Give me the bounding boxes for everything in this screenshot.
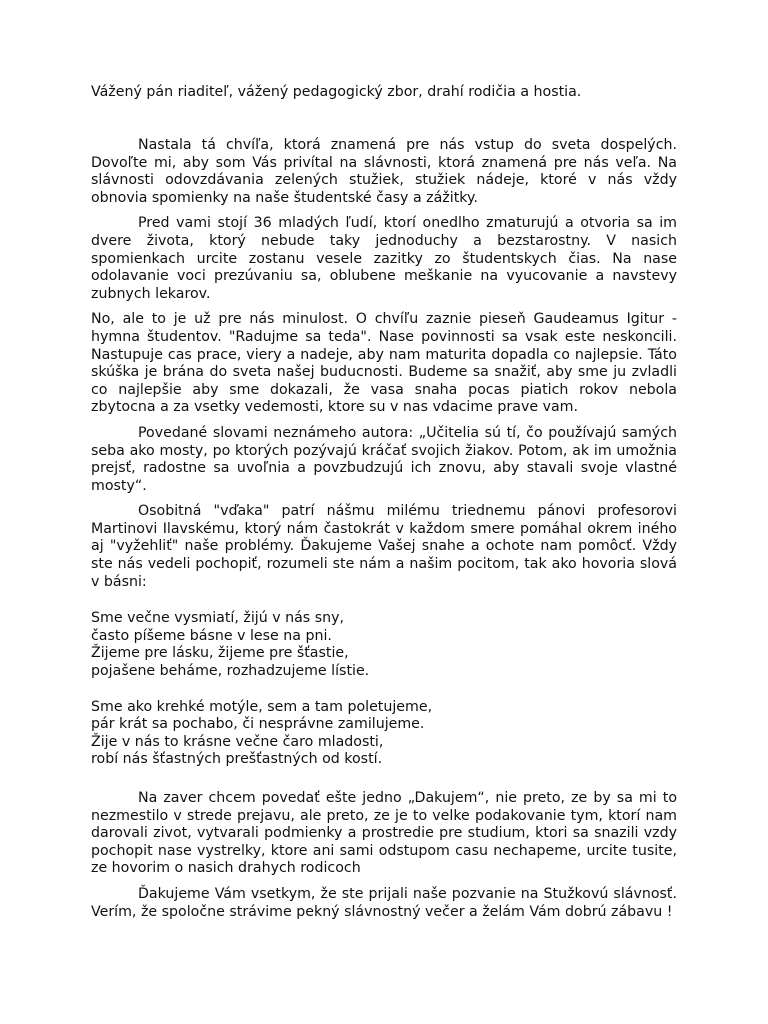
- speech-body: [91, 137, 677, 929]
- poem-line: robí nás šťastných prešťastných od kostí.: [91, 751, 383, 768]
- paragraph-intro: Nastala tá chvíľa, ktorá znamená pre nás vstup do sveta dospelých. Dovoľte mi, aby som Vás privítal na slávnosti, ktorá znamená pre nás veľa. Na slávnosti odovzdávania zelených stužiek, stužiek nádeje, ktoré v nás vždy obnovia spomienky na naše študentské časy a zážitky.: [91, 137, 677, 206]
- poem-line: Žijeme pre lásku, žijeme pre šťastie,: [91, 645, 349, 662]
- poem-line: Sme ako krehké motýle, sem a tam poletujeme,: [91, 698, 433, 715]
- paragraph-students: Pred vami stojí 36 mladých ľudí, ktorí onedlho zmaturujú a otvoria sa im dvere života, ktorý nebude taky jednoduchy a bezstarostny. V nasich spomienkach urcite zostanu vesele zazitky zo študentskych čias. Na nase odolavanie voci prezúvaniu sa, oblubene meškanie na vyucovanie a navstevy zubnych lekarov.: [91, 215, 677, 302]
- poem-line: pojašene beháme, rozhadzujeme lístie.: [91, 663, 370, 680]
- greeting-line: Vážený pán riaditeľ, vážený pedagogický zbor, drahí rodičia a hostia.: [91, 84, 582, 100]
- paragraph-thanks-teacher: Osobitná "vďaka" patrí nášmu milému triednemu pánovi profesorovi Martinovi Ilavskému, ktorý nám častokrát v každom smere pomáhal okrem iného aj "vyžehliť" naše problémy. Ďakujeme Vašej snahe a ochote nam pomôcť. Vždy ste nás vedeli pochopiť, rozumeli ste nám a našim pocitom, tak ako hovoria slová v básni:: [91, 503, 677, 590]
- poem-stanza: [91, 699, 677, 769]
- paragraph-closing: Ďakujeme Vám vsetkym, že ste prijali naše pozvanie na Stužkovú slávnosť. Verím, že spoločne strávime pekný slávnostný večer a želám Vám dobrú zábavu !: [91, 885, 677, 920]
- poem-line: Sme večne vysmiatí, žijú v nás sny,: [91, 610, 344, 627]
- poem: [91, 610, 677, 769]
- poem-line: často píšeme básne v lese na pni.: [91, 627, 332, 644]
- paragraph-quote: Povedané slovami neznámeho autora: „Učitelia sú tí, čo používajú samých seba ako mosty, po ktorých pozývajú kráčať svojich žiakov. Potom, ak im umožnia prejsť, radostne sa uvoľnia a povzbudzujú ich znovu, aby stavali svoje vlastné mosty“.: [91, 424, 677, 494]
- poem-stanza: [91, 610, 677, 680]
- poem-line: pár krát sa pochabo, či nesprávne zamilujeme.: [91, 716, 425, 733]
- poem-line: Žije v nás to krásne večne čaro mladosti,: [91, 733, 384, 750]
- paragraph-thanks-parents: Na zaver chcem povedať ešte jedno „Dakujem“, nie preto, ze by sa mi to nezmestilo v strede prejavu, ale preto, ze je to velke podakovanie tym, ktorí nam darovali zivot, vytvarali podmienky a prostredie pre studium, ktori sa snazili vzdy pochopit nase vystrelky, ktore ani sami odstupom casu nechapeme, urcite tusite, ze hovorim o nasich drahych rodicoch: [91, 790, 677, 877]
- paragraph-past: No, ale to je už pre nás minulost. O chvíľu zaznie pieseň Gaudeamus Igitur - hymna študentov. "Radujme sa teda". Nase povinnosti sa vsak este neskoncili. Nastupuje cas prace, viery a nadeje, aby nam maturita dopadla co najlepsie. Táto skúška je brána do sveta našej buducnosti. Budeme sa snažiť, aby sme ju zvladli co najlepšie aby sme dokazali, že vasa snaha pocas piatich rokov nebola zbytocna a za vsetky vedemosti, ktore su v nas vdacime prave vam.: [91, 311, 677, 416]
